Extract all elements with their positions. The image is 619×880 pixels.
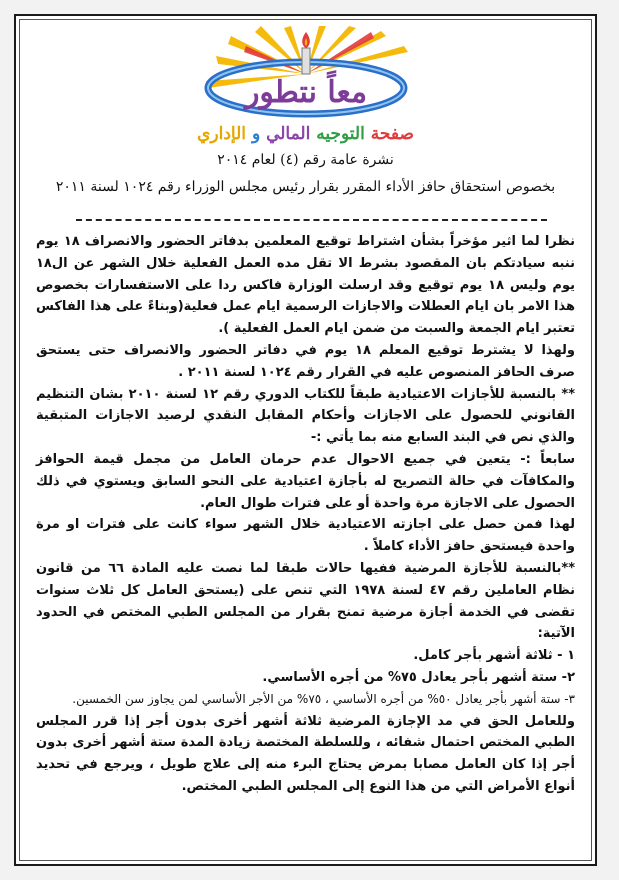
paragraph: ولهذا لا يشترط توقيع المعلم ١٨ يوم في دفاتر الحضور والانصراف حتى يستحق صرف الحافز المنصوص عليه في القرار رقم ١٠٢٤ لسنة ٢٠١١ . [36, 342, 575, 380]
subject-line: بخصوص استحقاق حافز الأداء المقرر بقرار رئيس مجلس الوزراء رقم ١٠٢٤ لسنة ٢٠١١ [55, 179, 556, 195]
list-item: ٣- ستة أشهر بأجر يعادل ٥٠% من أجره الأساسي ، ٧٥% من الأجر الأساسي لمن يجاوز سن الخمسين. [72, 691, 575, 706]
list-item: ١ - ثلاثة أشهر بأجر كامل. [413, 648, 575, 664]
dashed-divider [76, 219, 547, 221]
paragraph: نظرا لما اثير مؤخراً بشأن اشتراط توقيع المعلمين بدفاتر الحضور والانصراف ١٨ يوم ننبه سيادتكم بان المقصود بشرط الا تقل مده العمل الفعلية خلال الشهر عن ال١٨ يوم وليس ١٨ يوم توقيع وقد ارسلت الوزارة فاكس ردا على الاستفسارات بخصوص هذا الامر بان ايام العطلات والاجازات الرسمية ايام عمل فعلية(وبناءً على هذا الفاكس تعتبر ايام الجمعة والسبت من ضمن ايام العمل الفعلية ). [36, 234, 575, 337]
paragraph: **بالنسبة للأجازة المرضية ففيها حالات طبقا لما نصت عليه المادة ٦٦ من قانون نظام العاملين رقم ٤٧ لسنة ١٩٧٨ التي تنص على (يستحق العامل كل ثلاث سنوات تقضى في الخدمة أجازة مرضية تمنح بقرار من المجلس الطبي المختص في الحدود الآتية: [36, 560, 575, 642]
list-item: ٢- ستة أشهر بأجر يعادل ٧٥% من أجره الأساسي. [262, 669, 575, 685]
paragraph: سابعاً :- يتعين في جميع الاحوال عدم حرمان العامل من مجمل قيمة الحوافز والمكافآت في حالة التصريح له بأجازة اعتيادية على النحو السابق ويستوي في ذلك الحصول على الاجازة مرة واحدة أو على فترات طوال العام. [36, 451, 575, 511]
sun-logo-icon [176, 26, 436, 131]
subtitle-word: الإداري [197, 124, 247, 144]
paragraph: لهذا فمن حصل على اجازته الاعتيادية خلال الشهر سواء كانت على فترات او مرة واحدة فيستحق حافز الأداء كاملاً . [36, 517, 575, 555]
paragraph: وللعامل الحق في مد الإجازة المرضية ثلاثة أشهر أخرى بدون أجر إذا قرر المجلس الطبي المختص احتمال شفائه ، وللسلطة المختصة زيادة المدة ستة أشهر أخرى بدون أجر إذا كان العامل مصابا بمرض يحتاج البرء منه إلى علاج طويل ، ويرجع في تحديد أنواع الأمراض التي من هذا النوع إلى المجلس الطبي المختص. [36, 713, 575, 794]
body-text [36, 231, 575, 798]
subtitle [16, 124, 595, 144]
bulletin-number: نشرة عامة رقم (٤) لعام ٢٠١٤ [217, 152, 394, 168]
subtitle-word: صفحة [370, 124, 414, 144]
subtitle-word: التوجيه [316, 124, 365, 144]
logo-text: معاً نتطور [244, 75, 367, 110]
subtitle-word: و [251, 124, 261, 144]
paragraph: ** بالنسبة للأجازات الاعتيادية طبقاً للكتاب الدوري رقم ١٢ لسنة ٢٠١٠ بشان التنظيم القانوني للحصول على الاجازات وأحكام المقابل النقدي لرصيد الاجازات المتبقية والذي نص في البند السابع منه بما يأتي :- [36, 386, 575, 446]
subtitle-word: المالي [266, 124, 311, 144]
document-page [14, 14, 597, 866]
